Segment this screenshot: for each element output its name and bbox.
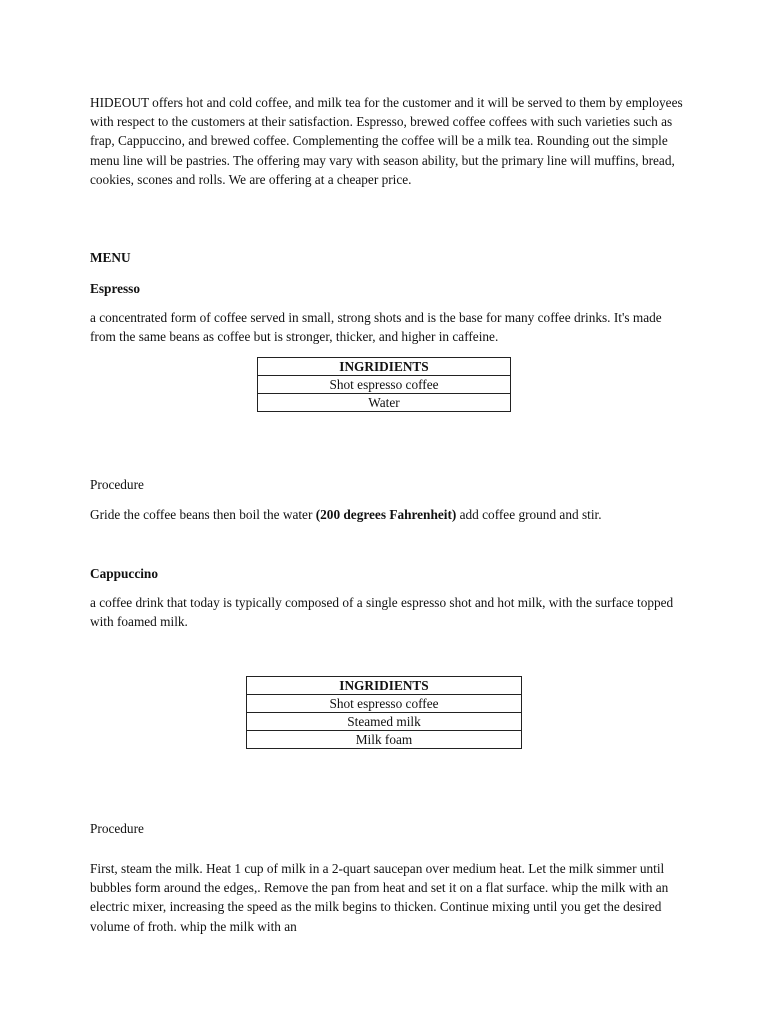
cappuccino-procedure-text: First, steam the milk. Heat 1 cup of milk in a 2-quart saucepan over medium heat. Let the milk simmer until bubbles form around the edges,. Remove the pan from heat and set it on a flat surface. whip the milk with an electric mixer, increasing the speed as the milk begins to thicken. Continue mixing until you get the desired volume of froth. whip the milk with an [90, 861, 669, 934]
ingredient-cell: Water [258, 394, 511, 412]
table-row [247, 695, 522, 713]
table-header-cell: INGRIDIENTS [258, 358, 511, 376]
table-row [247, 713, 522, 731]
table-row [258, 394, 511, 412]
ingredient-cell: Shot espresso coffee [258, 376, 511, 394]
espresso-ingredients-table [257, 357, 511, 412]
table-row [247, 731, 522, 749]
cappuccino-description: a coffee drink that today is typically composed of a single espresso shot and hot milk, with the surface topped with foamed milk. [90, 595, 674, 630]
intro-paragraph: HIDEOUT offers hot and cold coffee, and milk tea for the customer and it will be served to them by employees with respect to the customers at their satisfaction. Espresso, brewed coffee coffees with such varieties such as frap, Cappuccino, and brewed coffee. Complementing the coffee will be a milk tea. Rounding out the simple menu line will be pastries. The offering may vary with season ability, but the primary line will muffins, bread, cookies, scones and rolls. We are offering at a cheaper price. [90, 95, 683, 187]
procedure-temperature: (200 degrees Fahrenheit) [315, 507, 457, 522]
cappuccino-title: Cappuccino [90, 566, 158, 581]
espresso-description: a concentrated form of coffee served in small, strong shots and is the base for many coffee drinks. It's made from the same beans as coffee but is stronger, thicker, and higher in caffeine. [90, 310, 662, 345]
cappuccino-ingredients-table [246, 676, 522, 749]
menu-heading: MENU [90, 250, 131, 265]
table-header-row [258, 358, 511, 376]
table-row [258, 376, 511, 394]
espresso-procedure-label: Procedure [90, 477, 144, 492]
procedure-text-end: add coffee ground and stir. [456, 507, 602, 522]
table-header-row [247, 677, 522, 695]
espresso-title: Espresso [90, 281, 140, 296]
espresso-procedure-text [90, 505, 602, 524]
procedure-text-start: Gride the coffee beans then boil the water [90, 507, 316, 522]
ingredient-cell: Steamed milk [247, 713, 522, 731]
ingredient-cell: Milk foam [247, 731, 522, 749]
table-header-cell: INGRIDIENTS [247, 677, 522, 695]
cappuccino-procedure-label: Procedure [90, 821, 144, 836]
ingredient-cell: Shot espresso coffee [247, 695, 522, 713]
